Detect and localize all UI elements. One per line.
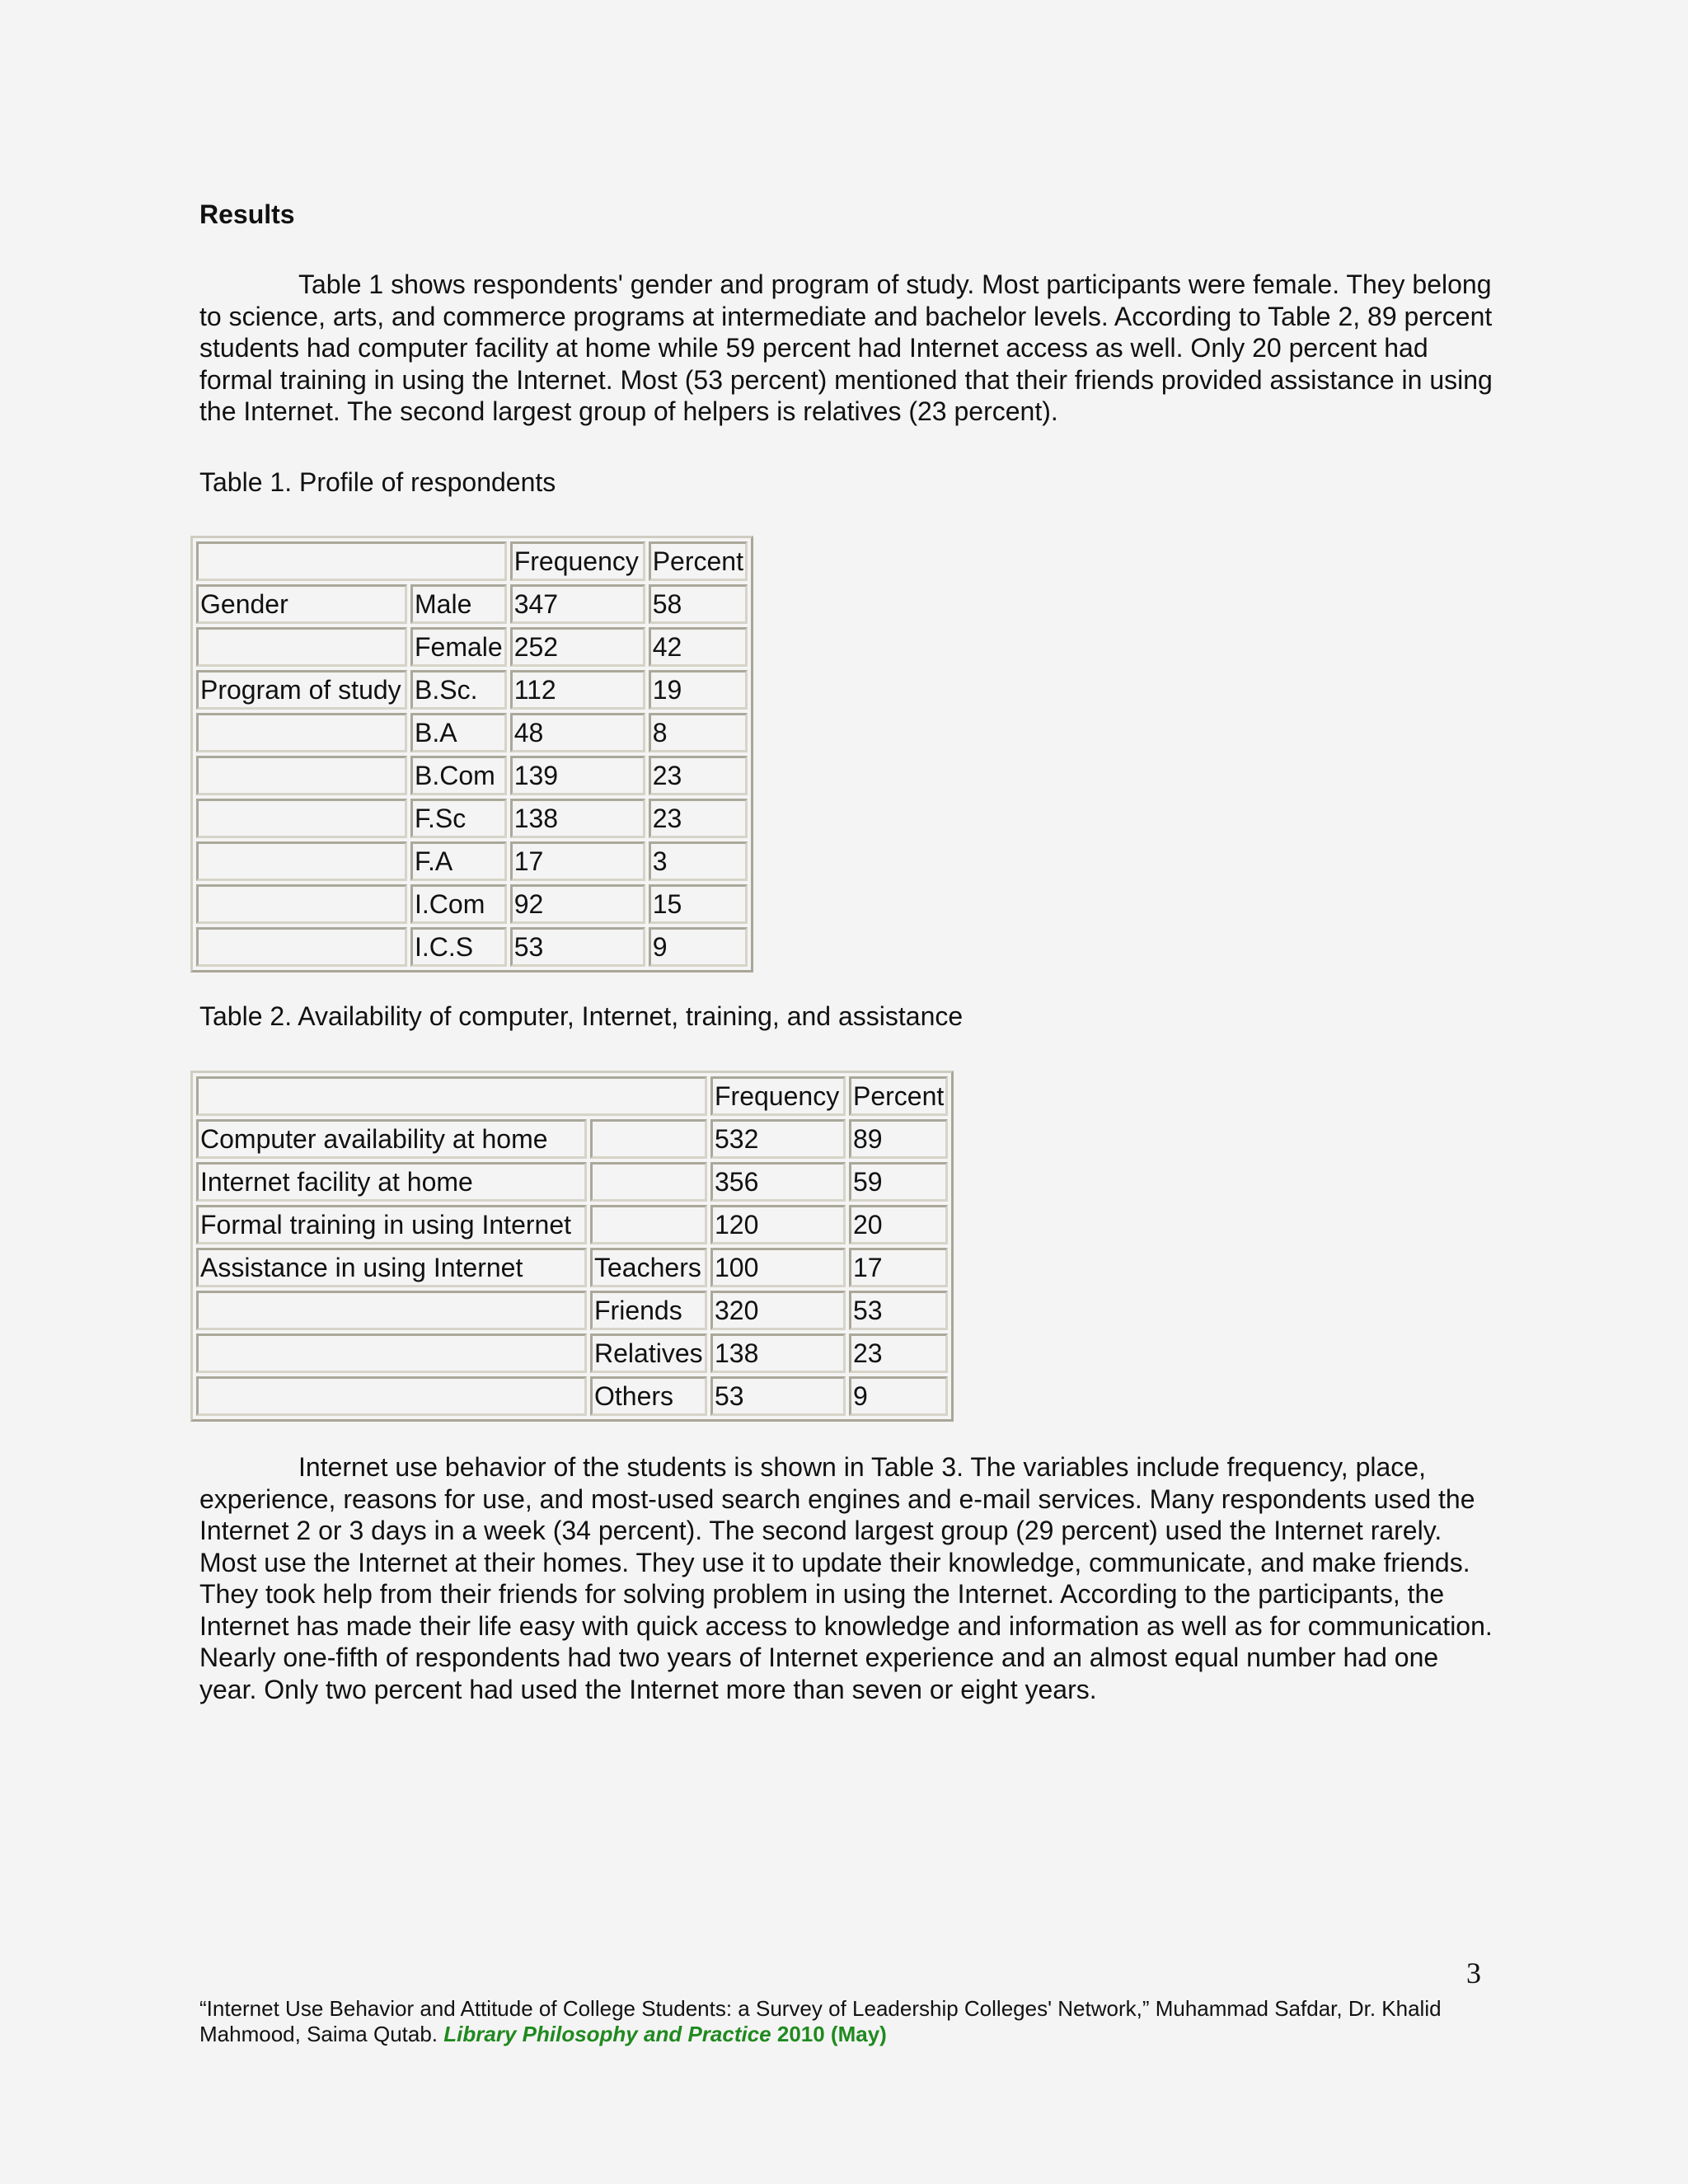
table-cell: B.Sc. (410, 670, 507, 710)
table-header-cell: Percent (849, 1076, 948, 1116)
table-cell: 23 (649, 799, 748, 838)
table-cell: Male (410, 584, 507, 624)
table-cell: 100 (710, 1248, 846, 1287)
table-cell: Assistance in using Internet (196, 1248, 587, 1287)
table-cell (196, 1291, 587, 1330)
table-row (196, 1162, 948, 1202)
table-row (196, 627, 748, 667)
table-cell (196, 1376, 587, 1416)
table-cell: 138 (510, 799, 645, 838)
table-cell (196, 713, 407, 752)
table-row (196, 713, 748, 752)
table-cell: 89 (849, 1119, 948, 1159)
table-profile-of-respondents (190, 536, 753, 972)
table2-caption: Table 2. Availability of computer, Internet, training, and assistance (199, 1001, 964, 1031)
table-cell: F.A (410, 841, 507, 881)
table-cell: I.C.S (410, 927, 507, 967)
table-cell: Gender (196, 584, 407, 624)
table-cell: 19 (649, 670, 748, 710)
table-row (196, 1248, 948, 1287)
table-availability (190, 1071, 954, 1422)
journal-year: 2010 (May) (776, 2022, 887, 2046)
table-row (196, 799, 748, 838)
table-cell: 58 (649, 584, 748, 624)
journal-name: Library Philosophy and Practice (443, 2022, 771, 2046)
table-header-cell: Frequency (510, 541, 645, 581)
table-cell: 23 (649, 756, 748, 795)
table1-caption: Table 1. Profile of respondents (199, 467, 556, 497)
table-row (196, 841, 748, 881)
table-cell: 53 (510, 927, 645, 967)
table-cell: 8 (649, 713, 748, 752)
table-cell: 112 (510, 670, 645, 710)
table-cell: Friends (590, 1291, 707, 1330)
paragraph-internet-use: Internet use behavior of the students is shown in Table 3. The variables include frequency, place, experience, reasons for use, and most-used search engines and e-mail services. Many respondents used the Internet 2 or 3 days in a week (34 percent). The second largest group (29 percent) used the Internet rarely. Most use the Internet at their homes. They use it to update their knowledge, communicate, and make friends. They took help from their friends for solving problem in using the Internet. According to the participants, the Internet has made their life easy with quick access to knowledge and information as well as for communication. Nearly one-fifth of respondents had two years of Internet experience and an almost equal number had one year. Only two percent had used the Internet more than seven or eight years. (199, 1452, 1493, 1704)
table-row (196, 927, 748, 967)
table-cell: 48 (510, 713, 645, 752)
table-cell: 139 (510, 756, 645, 795)
table-cell (196, 756, 407, 795)
table-cell (590, 1162, 707, 1202)
paragraph-intro: Table 1 shows respondents' gender and program of study. Most participants were female. They belong to science, arts, and commerce programs at intermediate and bachelor levels. According to Table 2, 89 percent students had computer facility at home while 59 percent had Internet access as well. Only 20 percent had formal training in using the Internet. Most (53 percent) mentioned that their friends provided assistance in using the Internet. The second largest group of helpers is relatives (23 percent). (199, 269, 1493, 426)
table-row (196, 1205, 948, 1244)
table-cell (196, 841, 407, 881)
table-cell: Others (590, 1376, 707, 1416)
table-cell (196, 1333, 587, 1373)
table-cell: B.A (410, 713, 507, 752)
table-row (196, 1376, 948, 1416)
table-cell: 42 (649, 627, 748, 667)
table-cell: 9 (649, 927, 748, 967)
table-cell: Formal training in using Internet (196, 1205, 587, 1244)
table-cell (590, 1119, 707, 1159)
table-cell: F.Sc (410, 799, 507, 838)
citation-text: “Internet Use Behavior and Attitude of College Students: a Survey of Leadership Colleges' Network,” Muhammad Safdar, Dr. Khalid Mahmood, Saima Qutab. (199, 1996, 1442, 2046)
page-number: 3 (1466, 1957, 1481, 1990)
table-cell: 347 (510, 584, 645, 624)
table-cell: B.Com (410, 756, 507, 795)
table-header-cell: Frequency (710, 1076, 846, 1116)
table-cell: Female (410, 627, 507, 667)
footer-citation (199, 1996, 1502, 2047)
table-cell: I.Com (410, 884, 507, 924)
table-header-cell: Percent (649, 541, 748, 581)
table-row (196, 1291, 948, 1330)
table-cell (196, 927, 407, 967)
table-row (196, 756, 748, 795)
table-cell: 17 (510, 841, 645, 881)
table-cell: Program of study (196, 670, 407, 710)
table-header-row (196, 1076, 948, 1116)
table-cell: 20 (849, 1205, 948, 1244)
table-cell: 23 (849, 1333, 948, 1373)
table-header-cell (196, 1076, 707, 1116)
table-cell: 92 (510, 884, 645, 924)
table-cell: Computer availability at home (196, 1119, 587, 1159)
table-row (196, 1333, 948, 1373)
table-header-row (196, 541, 748, 581)
table-cell (196, 884, 407, 924)
table-cell: 3 (649, 841, 748, 881)
table-cell: 120 (710, 1205, 846, 1244)
table-cell: 252 (510, 627, 645, 667)
table-cell: Internet facility at home (196, 1162, 587, 1202)
table-cell (196, 627, 407, 667)
table-header-cell (196, 541, 507, 581)
table-row (196, 584, 748, 624)
table-row (196, 884, 748, 924)
section-heading: Results (199, 199, 295, 229)
table-cell: 9 (849, 1376, 948, 1416)
table-row (196, 670, 748, 710)
table-cell: 17 (849, 1248, 948, 1287)
table-cell: 53 (849, 1291, 948, 1330)
table-cell: 138 (710, 1333, 846, 1373)
table-cell: 59 (849, 1162, 948, 1202)
table-cell: 320 (710, 1291, 846, 1330)
table-cell: 53 (710, 1376, 846, 1416)
table-cell: 532 (710, 1119, 846, 1159)
table-cell: Teachers (590, 1248, 707, 1287)
table-cell (590, 1205, 707, 1244)
table-cell: 15 (649, 884, 748, 924)
table-cell: 356 (710, 1162, 846, 1202)
table-cell: Relatives (590, 1333, 707, 1373)
table-row (196, 1119, 948, 1159)
table-cell (196, 799, 407, 838)
